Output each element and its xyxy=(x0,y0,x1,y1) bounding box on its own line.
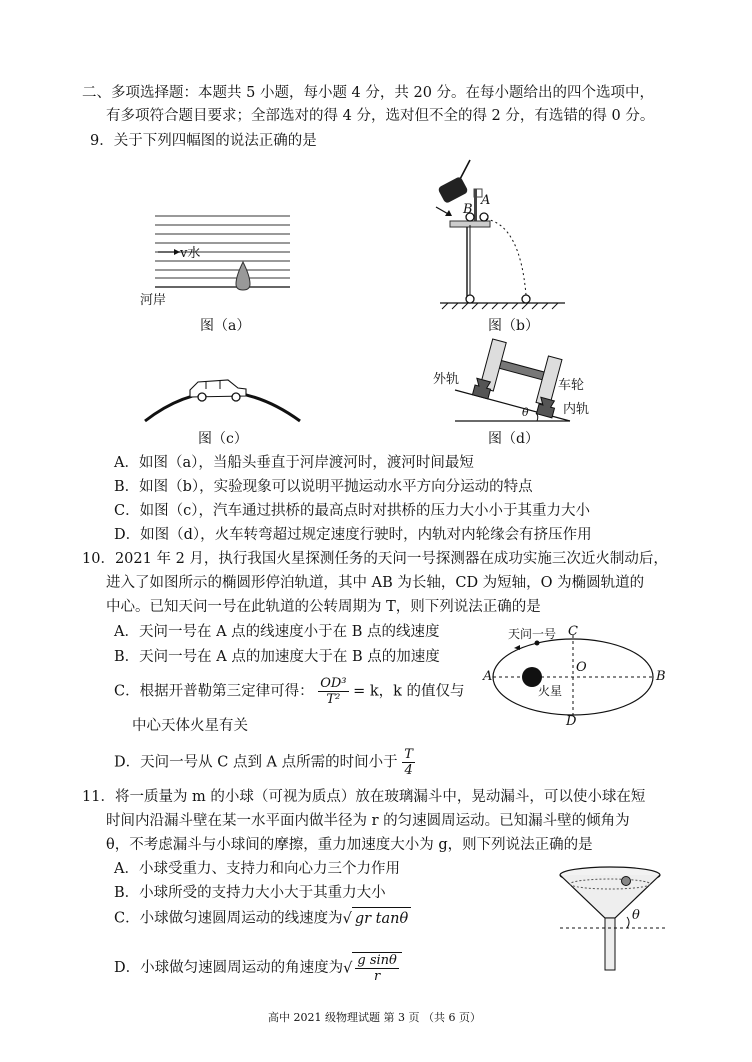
figure-b-projectile xyxy=(430,155,570,315)
mars-fig-b-label: B xyxy=(656,669,666,684)
q10-option-d-num: T xyxy=(404,747,413,762)
q10-option-d xyxy=(114,747,415,778)
fig-d-outer-rail: 外轨 xyxy=(433,372,460,387)
q10-option-b: B．天问一号在 A 点的加速度大于在 B 点的加速度 xyxy=(114,649,440,665)
fig-d-theta: θ xyxy=(522,406,529,419)
fig-a-bank-label: 河岸 xyxy=(140,293,167,308)
q11-option-d-fraction xyxy=(355,953,398,984)
q10-stem-line1: 10．2021 年 2 月，执行我国火星探测任务的天问一号探测器在成功实施三次近火制动后， xyxy=(82,551,668,567)
fig-a-velocity-label: v水 xyxy=(180,246,201,261)
q11-option-c xyxy=(114,907,411,930)
q9-option-a: A．如图（a），当船头垂直于河岸渡河时，渡河时间最短 xyxy=(114,455,474,471)
q11-option-d-den: r xyxy=(374,969,381,984)
q10-option-c xyxy=(114,676,465,707)
fig-b-caption: 图（b） xyxy=(488,318,539,334)
q11-option-d xyxy=(114,952,402,984)
q11-stem-line2: 时间内沿漏斗壁在某一水平面内做半径为 r 的匀速圆周运动。已知漏斗壁的倾角为 xyxy=(106,813,630,829)
mars-fig-a-label: A xyxy=(483,669,493,684)
q9-option-c: C．如图（c），汽车通过拱桥的最高点时对拱桥的压力大小小于其重力大小 xyxy=(114,503,590,519)
q10-stem-line3: 中心。已知天问一号在此轨道的公转周期为 T，则下列说法正确的是 xyxy=(106,599,541,615)
q11-option-c-sqrt: √ gr tanθ xyxy=(343,907,412,930)
fig-b-label-a: A xyxy=(481,193,491,208)
figure-funnel xyxy=(555,860,705,975)
mars-fig-d-label: D xyxy=(566,714,577,729)
q10-stem-line2: 进入了如图所示的椭圆形停泊轨道，其中 AB 为长轴，CD 为短轴，O 为椭圆轨道的 xyxy=(106,575,645,591)
q10-option-c-line2: 中心天体火星有关 xyxy=(132,718,248,734)
q11-option-c-expr: gr tanθ xyxy=(352,907,411,930)
q11-option-d-num: g sinθ xyxy=(357,953,397,968)
q10-option-d-den: 4 xyxy=(404,763,413,778)
q10-option-c-num: OD³ xyxy=(320,676,347,691)
q9-stem: 9．关于下列四幅图的说法正确的是 xyxy=(90,133,317,149)
funnel-theta-label: θ xyxy=(632,908,640,923)
q10-option-c-fraction xyxy=(318,676,348,707)
q10-option-d-fraction xyxy=(402,747,415,778)
mars-fig-probe-label: 天问一号 xyxy=(508,627,557,641)
q10-option-c-den: T² xyxy=(326,692,341,707)
fig-c-caption: 图（c） xyxy=(198,431,248,447)
fig-d-wheel: 车轮 xyxy=(558,378,585,393)
q11-stem-line3: θ，不考虑漏斗与小球间的摩擦，重力加速度大小为 g，则下列说法正确的是 xyxy=(106,837,593,853)
q9-option-b: B．如图（b），实验现象可以说明平抛运动水平方向分运动的特点 xyxy=(114,479,533,495)
q10-option-a: A．天问一号在 A 点的线速度小于在 B 点的线速度 xyxy=(114,624,440,640)
q11-option-b: B．小球所受的支持力大小大于其重力大小 xyxy=(114,885,386,901)
q10-option-d-pre: D．天问一号从 C 点到 A 点所需的时间小于 xyxy=(114,754,398,771)
q11-option-c-pre: C．小球做匀速圆周运动的线速度为 xyxy=(114,910,343,927)
q10-option-c-post: = k，k 的值仅与 xyxy=(353,683,465,700)
mars-fig-c-label: C xyxy=(568,624,578,639)
fig-b-label-b: B xyxy=(463,202,473,217)
q11-option-d-pre: D．小球做匀速圆周运动的角速度为 xyxy=(114,960,344,976)
q11-option-a: A．小球受重力、支持力和向心力三个力作用 xyxy=(114,861,400,877)
figure-c-arch-bridge xyxy=(140,368,310,428)
section-header-line2: 有多项符合题目要求；全部选对的得 4 分，选对但不全的得 2 分，有选错的得 0 分。 xyxy=(106,108,655,124)
q11-stem-line1: 11．将一质量为 m 的小球（可视为质点）放在玻璃漏斗中，晃动漏斗，可以使小球在短 xyxy=(82,789,646,805)
page-footer: 高中 2021 级物理试题 第 3 页 （共 6 页） xyxy=(268,1011,481,1024)
q9-option-d: D．如图（d），火车转弯超过规定速度行驶时，内轨对内轮缘会有挤压作用 xyxy=(114,527,592,543)
fig-a-caption: 图（a） xyxy=(200,318,251,334)
q10-option-c-pre: C．根据开普勒第三定律可得： xyxy=(114,683,314,700)
fig-d-inner-rail: 内轨 xyxy=(563,402,590,417)
fig-d-caption: 图（d） xyxy=(488,431,539,447)
mars-fig-o-label: O xyxy=(576,660,587,675)
mars-fig-mars-label: 火星 xyxy=(538,684,563,698)
section-header-line1: 二、多项选择题：本题共 5 小题，每小题 4 分，共 20 分。在每小题给出的四个选项中， xyxy=(82,85,655,101)
q11-option-d-sqrt: √ $\frac{\text{g sinθ}}{r}$ xyxy=(343,952,402,984)
